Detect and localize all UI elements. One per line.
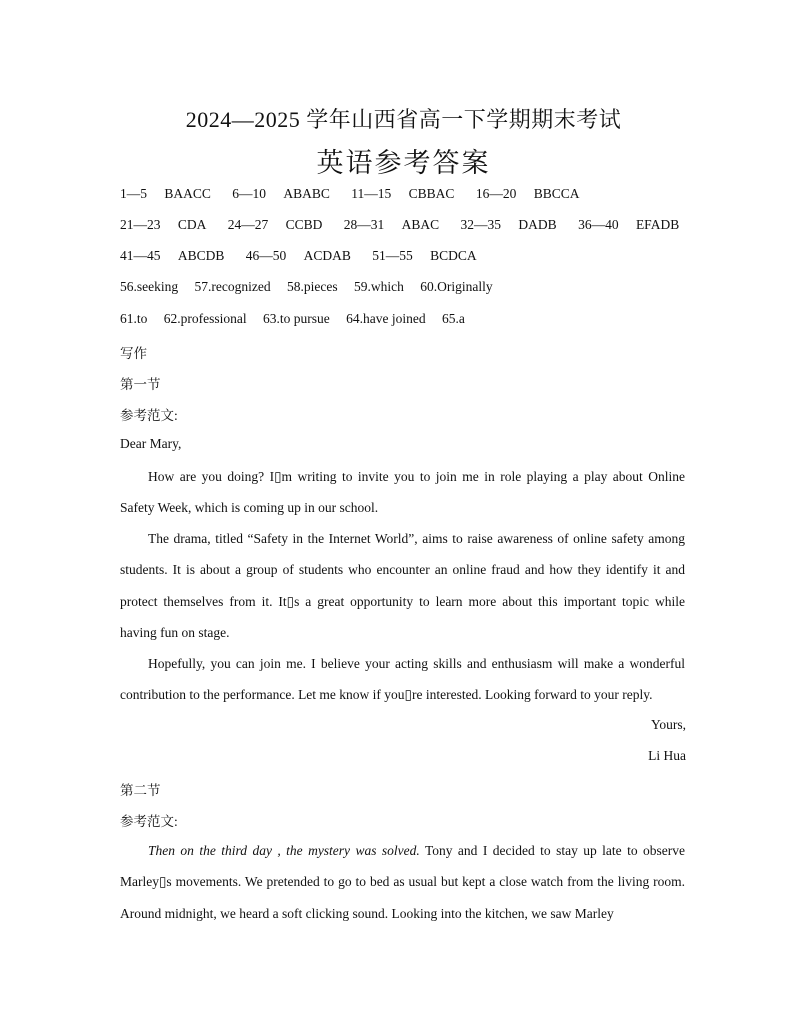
answer-item: 63.to pursue <box>263 311 330 326</box>
answer-row-5 <box>120 311 465 327</box>
letter-paragraph-2 <box>120 523 685 648</box>
paragraph-text: How are you doing? I▯m writing to invite you to join me in role playing a play about Online Safety Week, which is coming up in our school. <box>120 469 685 516</box>
answer-row-1 <box>120 186 579 202</box>
answer-key: ABCDB <box>177 248 225 263</box>
answer-item: 62.professional <box>163 311 247 326</box>
answer-range: 11—15 <box>351 186 392 201</box>
answer-range: 41—45 <box>120 248 161 263</box>
paragraph-text: Tony and I decided to stay up late to observe Marley▯s movements. We pretended to go to bed as usual but kept a close watch from the living room. Around midnight, we heard a soft clicking sound. Looking into the kitchen, we saw Marley <box>120 843 685 921</box>
answer-row-2 <box>120 217 679 233</box>
answer-item: 61.to <box>120 311 148 326</box>
document-subtitle: 英语参考答案 <box>316 148 491 178</box>
letter-salutation: Dear Mary, <box>120 436 182 451</box>
answer-key: BBCCA <box>533 186 580 201</box>
answer-key: ABABC <box>283 186 330 201</box>
letter-signature: Li Hua <box>648 748 686 763</box>
answer-range: 1—5 <box>120 186 147 201</box>
sample-label: 参考范文: <box>120 408 178 423</box>
answer-key: DADB <box>518 217 557 232</box>
answer-range: 46—50 <box>245 248 287 263</box>
answer-key: EFADB <box>635 217 680 232</box>
answer-item: 57.recognized <box>194 279 271 294</box>
answer-key: CDA <box>177 217 207 232</box>
story-opening-sentence: Then on the third day , the mystery was solved. <box>148 843 420 858</box>
answer-range: 28—31 <box>343 217 385 232</box>
answer-key: ACDAB <box>303 248 351 263</box>
answer-range: 32—35 <box>460 217 502 232</box>
document-title: 2024—2025 学年山西省高一下学期期末考试 <box>185 107 622 132</box>
answer-key: BAACC <box>164 186 211 201</box>
answer-range: 36—40 <box>578 217 619 232</box>
answer-range: 21—23 <box>120 217 161 232</box>
answer-range: 16—20 <box>475 186 517 201</box>
letter-closing: Yours, <box>650 717 686 732</box>
section-1-label: 第一节 <box>120 377 161 392</box>
letter-paragraph-1 <box>120 461 685 524</box>
answer-key: CCBD <box>285 217 323 232</box>
answer-item: 60.Originally <box>420 279 493 294</box>
answer-key: BCDCA <box>430 248 477 263</box>
answer-key: CBBAC <box>408 186 455 201</box>
writing-heading: 写作 <box>120 346 147 361</box>
answer-item: 65.a <box>441 311 465 326</box>
answer-row-3 <box>120 248 477 264</box>
sample-label-2: 参考范文: <box>120 814 178 829</box>
answer-item: 64.have joined <box>346 311 426 326</box>
answer-row-4 <box>120 279 493 295</box>
story-paragraph <box>120 835 685 929</box>
answer-range: 51—55 <box>372 248 413 263</box>
paragraph-text: Hopefully, you can join me. I believe your acting skills and enthusiasm will make a wonderful contribution to the performance. Let me know if you▯re interested. Looking forward to your reply. <box>120 656 685 703</box>
answer-item: 56.seeking <box>120 279 179 294</box>
answer-key: ABAC <box>401 217 440 232</box>
answer-item: 58.pieces <box>286 279 338 294</box>
answer-range: 6—10 <box>232 186 267 201</box>
letter-paragraph-3 <box>120 648 685 711</box>
section-2-label: 第二节 <box>120 783 161 798</box>
answer-range: 24—27 <box>227 217 269 232</box>
paragraph-text: The drama, titled “Safety in the Internet World”, aims to raise awareness of online safety among students. It is about a group of students who encounter an online fraud and how they identify it and protect themselves from it. It▯s a great opportunity to learn more about this important topic while having fun on stage. <box>120 531 685 640</box>
answer-item: 59.which <box>353 279 404 294</box>
